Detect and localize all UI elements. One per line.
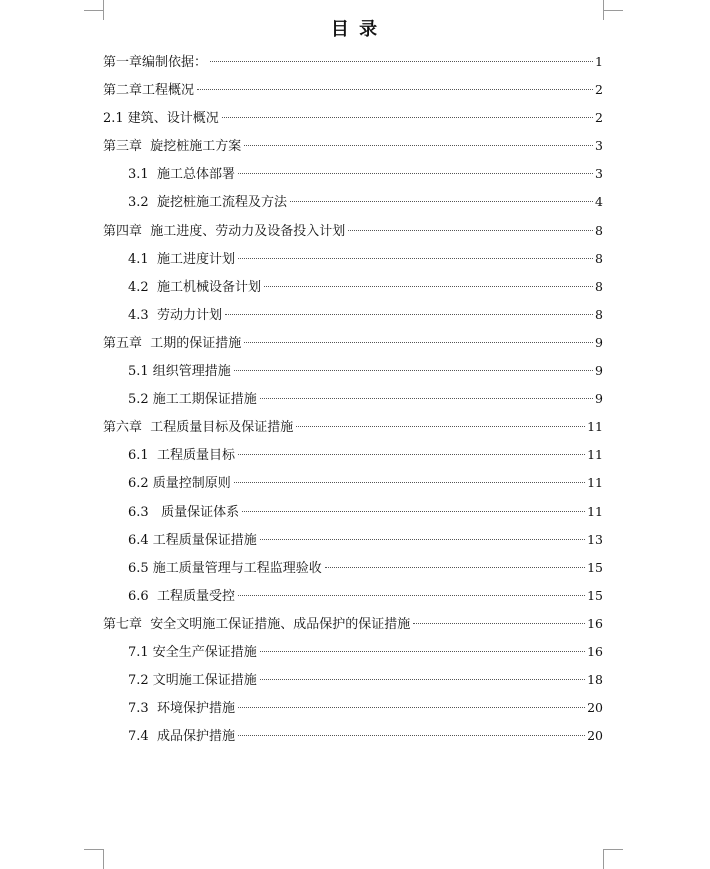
toc-entry[interactable] — [103, 301, 603, 329]
toc-dot-leader — [238, 454, 585, 455]
toc-entry-page-number: 11 — [587, 503, 603, 519]
toc-entry-page-number: 20 — [587, 700, 603, 716]
toc-entry-page-number: 11 — [587, 475, 603, 491]
toc-dot-leader — [222, 117, 593, 118]
toc-entry-label: 2.1 建筑、设计概况 — [103, 111, 219, 127]
crop-mark-bottom-right-h — [603, 849, 623, 850]
toc-dot-leader — [238, 173, 593, 174]
toc-entry-label: 3.1 施工总体部署 — [128, 167, 235, 183]
toc-entry-page-number: 9 — [595, 391, 603, 407]
toc-entry-page-number: 8 — [595, 278, 603, 294]
toc-entry-page-number: 2 — [595, 82, 603, 98]
toc-dot-leader — [290, 201, 593, 202]
toc-entry-page-number: 18 — [587, 672, 603, 688]
toc-dot-leader — [260, 398, 593, 399]
toc-dot-leader — [238, 707, 585, 708]
toc-entry-label: 第七章 安全文明施工保证措施、成品保护的保证措施 — [103, 616, 411, 632]
toc-entry-label: 6.5 施工质量管理与工程监理验收 — [128, 560, 322, 576]
toc-entry-label: 7.4 成品保护措施 — [128, 729, 235, 745]
toc-entry[interactable] — [103, 160, 603, 188]
toc-entry-page-number: 11 — [587, 447, 603, 463]
toc-entry-label: 6.3 质量保证体系 — [128, 504, 240, 520]
toc-entry[interactable] — [103, 694, 603, 722]
toc-dot-leader — [348, 230, 593, 231]
toc-entry-page-number: 9 — [595, 363, 603, 379]
toc-entry-label: 第五章 工期的保证措施 — [103, 335, 242, 351]
toc-dot-leader — [296, 426, 585, 427]
toc-entry-label: 5.1 组织管理措施 — [128, 364, 231, 380]
crop-mark-top-left-h — [84, 10, 104, 11]
toc-dot-leader — [234, 370, 593, 371]
toc-entry-page-number: 4 — [595, 194, 603, 210]
toc-entry-label: 第一章编制依据： — [103, 55, 208, 70]
crop-mark-bottom-left-h — [84, 849, 104, 850]
crop-mark-top-right-h — [603, 10, 623, 11]
toc-entry[interactable] — [103, 610, 603, 638]
toc-dot-leader — [242, 511, 585, 512]
toc-entry-page-number: 3 — [595, 138, 603, 154]
toc-dot-leader — [325, 567, 585, 568]
toc-entry-label: 6.6 工程质量受控 — [128, 588, 235, 604]
toc-entry-page-number: 8 — [595, 222, 603, 238]
toc-entry-label: 4.3 劳动力计划 — [128, 307, 222, 323]
toc-entry[interactable] — [103, 666, 603, 694]
toc-entry-page-number: 15 — [587, 587, 603, 603]
toc-title: 目 录 — [330, 19, 380, 40]
toc-entry[interactable] — [103, 498, 603, 526]
toc-entry[interactable] — [103, 413, 603, 441]
toc-entry[interactable] — [103, 441, 603, 469]
toc-entry-label: 4.2 施工机械设备计划 — [128, 279, 261, 295]
toc-entry-label: 7.1 安全生产保证措施 — [128, 644, 257, 660]
toc-entry-page-number: 1 — [595, 54, 603, 69]
toc-dot-leader — [225, 314, 593, 315]
toc-entry-label: 7.2 文明施工保证措施 — [128, 673, 257, 689]
toc-entry-label: 3.2 旋挖桩施工流程及方法 — [128, 195, 287, 211]
toc-entry[interactable] — [103, 217, 603, 245]
toc-entry-page-number: 2 — [595, 110, 603, 126]
toc-dot-leader — [238, 735, 585, 736]
toc-entry-label: 6.2 质量控制原则 — [128, 476, 231, 492]
toc-dot-leader — [260, 679, 585, 680]
toc-entry-page-number: 9 — [595, 334, 603, 350]
toc-entry-page-number: 16 — [587, 643, 603, 659]
toc-dot-leader — [238, 258, 593, 259]
toc-entry[interactable] — [103, 554, 603, 582]
toc-entry[interactable] — [103, 48, 603, 76]
toc-entry-page-number: 8 — [595, 306, 603, 322]
toc-entry-page-number: 15 — [587, 559, 603, 575]
crop-mark-bottom-left-v — [103, 849, 104, 869]
toc-entry[interactable] — [103, 385, 603, 413]
toc-dot-leader — [197, 89, 593, 90]
toc-entry-label: 第四章 施工进度、劳动力及设备投入计划 — [103, 223, 346, 239]
toc-dot-leader — [244, 145, 593, 146]
toc-entry-label: 4.1 施工进度计划 — [128, 251, 235, 267]
toc-dot-leader — [238, 595, 585, 596]
toc-dot-leader — [244, 342, 593, 343]
toc-entry-page-number: 16 — [587, 615, 603, 631]
toc-entry[interactable] — [103, 526, 603, 554]
toc-dot-leader — [260, 651, 585, 652]
toc-entry[interactable] — [103, 722, 603, 750]
toc-entry[interactable] — [103, 132, 603, 160]
toc-dot-leader — [260, 539, 585, 540]
toc-entry-label: 第三章 旋挖桩施工方案 — [103, 139, 242, 155]
toc-entry[interactable] — [103, 104, 603, 132]
toc-entry[interactable] — [103, 245, 603, 273]
toc-entry[interactable] — [103, 188, 603, 216]
toc-entry-page-number: 13 — [587, 531, 603, 547]
toc-entry-label: 第二章工程概况 — [103, 83, 195, 99]
toc-entry[interactable] — [103, 469, 603, 497]
toc-entry-page-number: 3 — [595, 166, 603, 182]
toc-entry-page-number: 11 — [587, 419, 603, 435]
toc-entry-label: 5.2 施工工期保证措施 — [128, 392, 257, 408]
toc-dot-leader — [413, 623, 585, 624]
toc-entry-label: 6.4 工程质量保证措施 — [128, 532, 257, 548]
toc-entry-label: 第六章 工程质量目标及保证措施 — [103, 420, 294, 436]
toc-dot-leader — [264, 286, 593, 287]
toc-entry-label: 6.1 工程质量目标 — [128, 448, 235, 464]
toc-entry[interactable] — [103, 357, 603, 385]
toc-entry-label: 7.3 环境保护措施 — [128, 701, 235, 717]
toc-entry-page-number: 20 — [587, 728, 603, 744]
toc-entry[interactable] — [103, 638, 603, 666]
crop-mark-bottom-right-v — [603, 849, 604, 869]
toc-entry[interactable] — [103, 582, 603, 610]
toc-dot-leader — [210, 61, 593, 62]
toc-entry[interactable] — [103, 329, 603, 357]
toc-entry[interactable] — [103, 76, 603, 104]
table-of-contents — [103, 48, 603, 750]
toc-dot-leader — [234, 482, 585, 483]
toc-entry-page-number: 8 — [595, 250, 603, 266]
toc-entry[interactable] — [103, 273, 603, 301]
